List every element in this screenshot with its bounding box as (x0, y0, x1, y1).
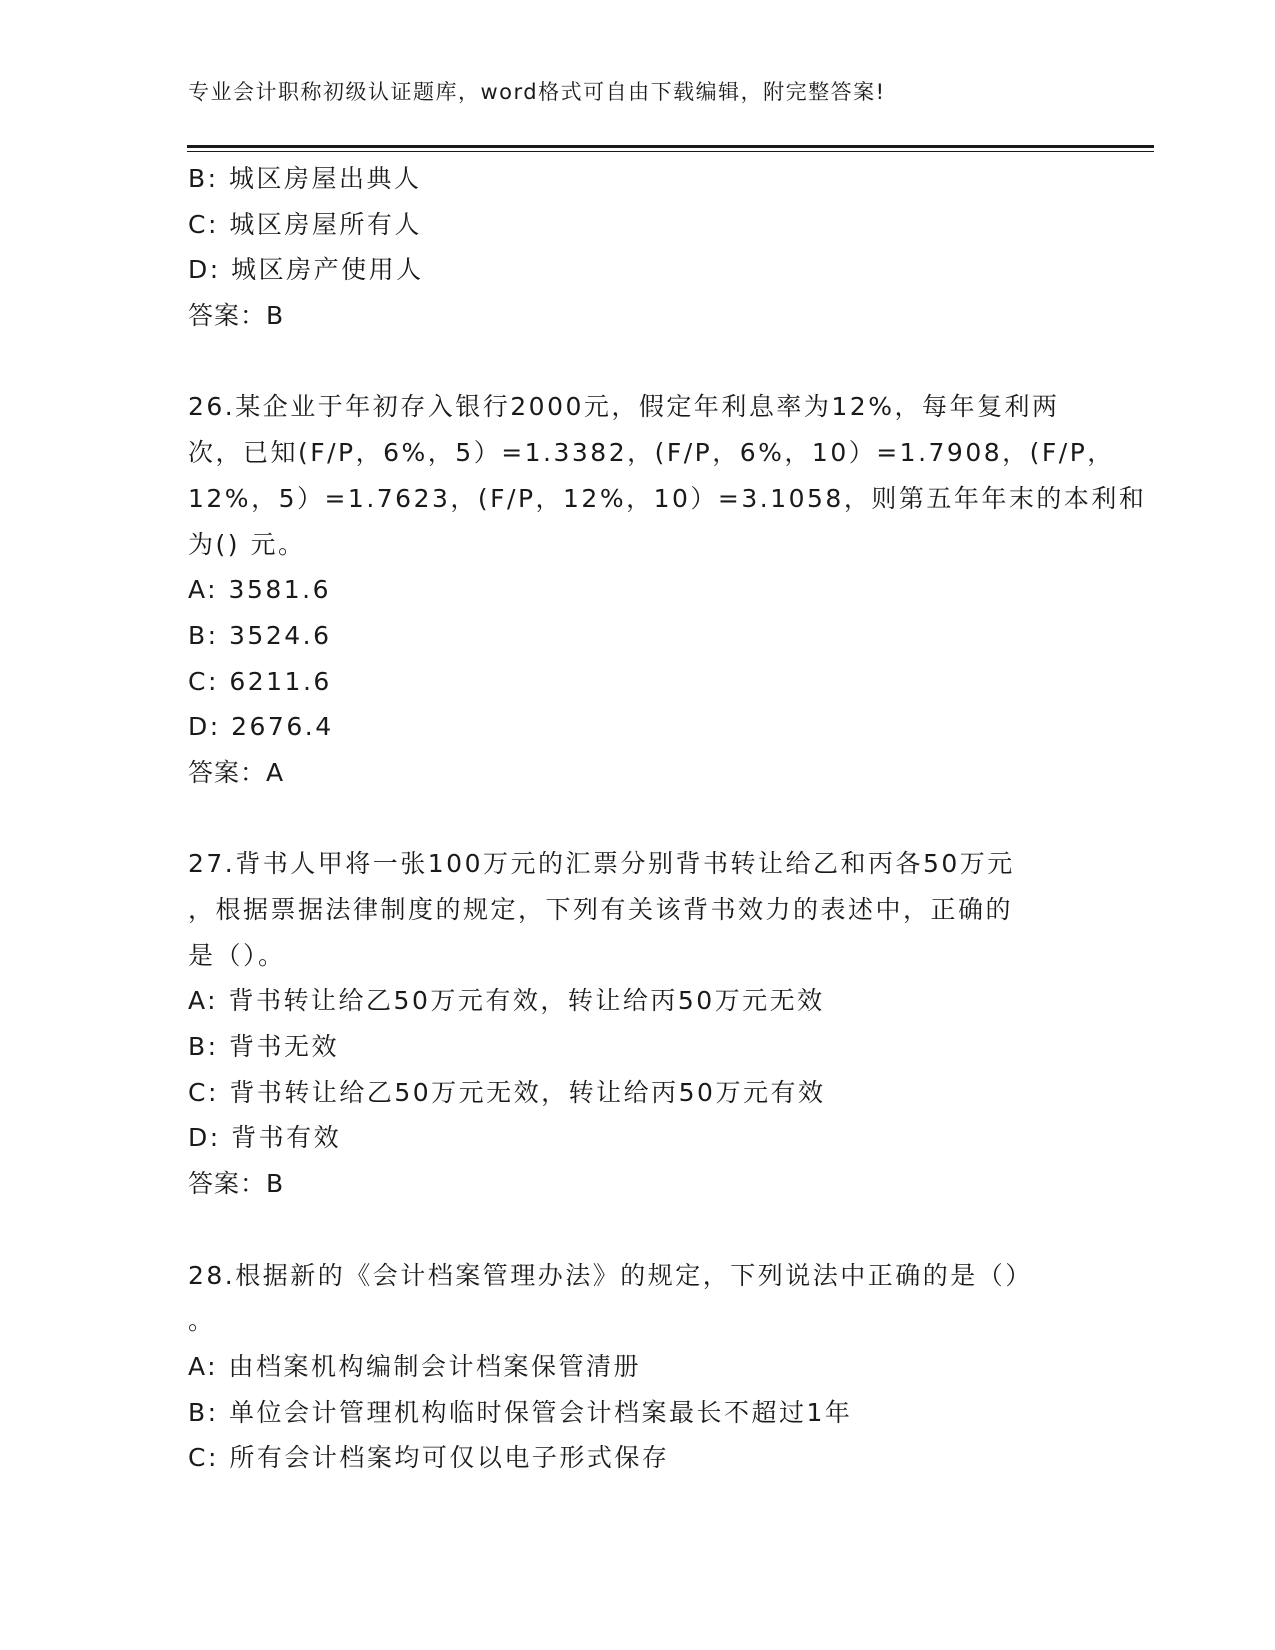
spacer (188, 1207, 1088, 1253)
answer-label: 答案：A (188, 757, 285, 787)
question-25 (188, 156, 1088, 339)
question-stem-line: 。 (188, 1306, 216, 1336)
question-stem-line: 26.某企业于年初存入银行2000元，假定年利息率为12%，每年复利两 (188, 392, 1060, 422)
question-stem-line: 12%，5）=1.7623，(F/P，12%，10）=3.1058，则第五年年末的本利和 (188, 483, 1147, 513)
option-d: D: 2676.4 (188, 712, 334, 742)
option-b: B: 单位会计管理机构临时保管会计档案最长不超过1年 (188, 1397, 853, 1427)
option-c: C: 所有会计档案均可仅以电子形式保存 (188, 1443, 670, 1473)
question-28 (188, 1253, 1088, 1481)
option-b: B: 城区房屋出典人 (188, 164, 422, 193)
page-header-title: 专业会计职称初级认证题库，word格式可自由下载编辑，附完整答案! (188, 80, 886, 104)
option-c: C: 6211.6 (188, 666, 332, 696)
question-26 (188, 384, 1147, 795)
option-a: A: 背书转让给乙50万元有效，转让给丙50万元无效 (188, 986, 825, 1016)
option-a: A: 由档案机构编制会计档案保管清册 (188, 1351, 642, 1381)
option-c: C: 背书转让给乙50万元无效，转让给丙50万元有效 (188, 1077, 826, 1107)
question-list (188, 156, 1147, 1481)
option-a: A: 3581.6 (188, 575, 332, 605)
spacer (188, 339, 1088, 385)
option-d: D: 背书有效 (188, 1123, 342, 1153)
option-c: C: 城区房屋所有人 (188, 209, 422, 239)
answer-label: 答案：B (188, 301, 285, 331)
question-27 (188, 841, 1088, 1207)
option-d: D: 城区房产使用人 (188, 255, 424, 285)
spacer (188, 796, 1088, 842)
question-stem-line: 是（）。 (188, 940, 286, 970)
header-divider-thick (187, 145, 1154, 148)
question-stem-line: 27.背书人甲将一张100万元的汇票分别背书转让给乙和丙各50万元 (188, 849, 1015, 879)
answer-label: 答案：B (188, 1169, 285, 1199)
question-stem-line: 28.根据新的《会计档案管理办法》的规定，下列说法中正确的是（） (188, 1260, 1033, 1290)
question-stem-line: ，根据票据法律制度的规定，下列有关该背书效力的表述中，正确的 (188, 895, 1014, 924)
option-b: B: 3524.6 (188, 620, 332, 650)
question-stem-line: 次，已知(F/P，6%，5）=1.3382，(F/P，6%，10）=1.7908，(F/P， (188, 438, 1115, 468)
header-divider-thin (187, 151, 1154, 152)
option-b: B: 背书无效 (188, 1032, 340, 1062)
question-stem-line: 为() 元。 (188, 529, 306, 559)
